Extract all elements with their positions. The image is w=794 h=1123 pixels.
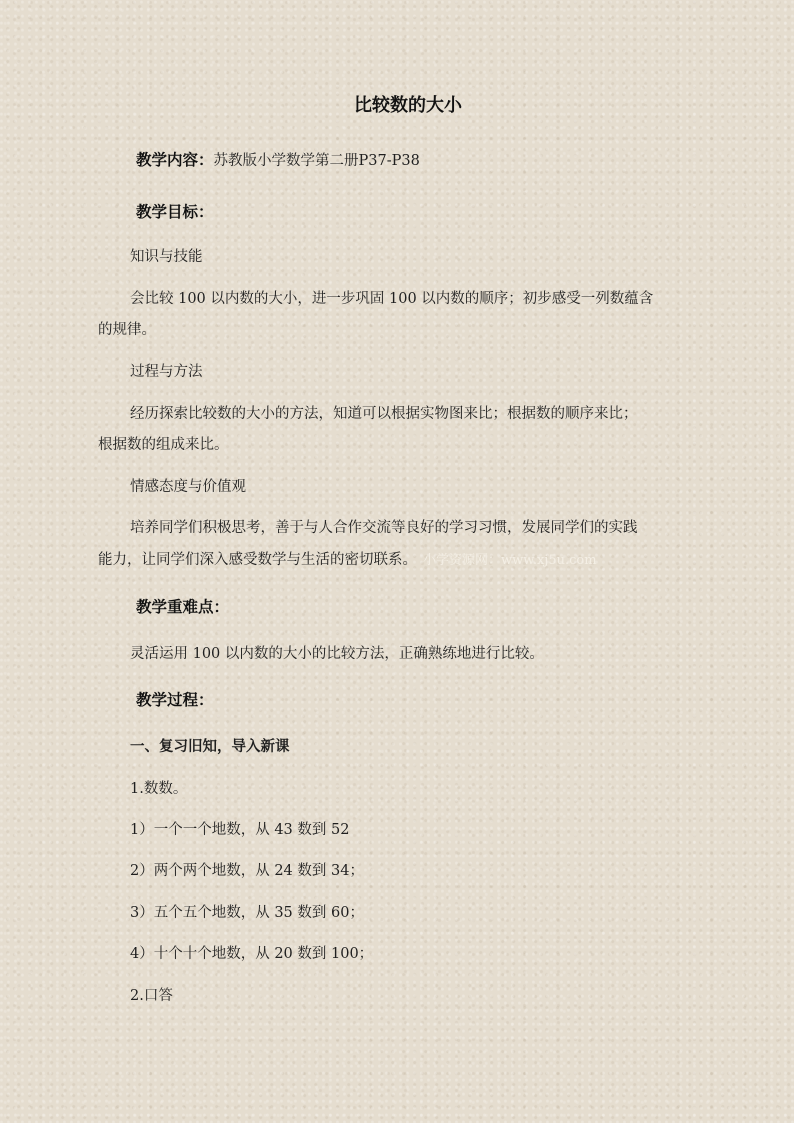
- knowledge-heading: 知识与技能: [130, 249, 203, 265]
- emotion-line2-text: 能力，让同学们深入感受数学与生活的密切联系。: [98, 552, 417, 568]
- process-paragraph-line1: 经历探索比较数的大小的方法，知道可以根据实物图来比；根据数的顺序来比；: [130, 406, 638, 422]
- list-item: 1）一个一个地数，从 43 数到 52: [130, 822, 350, 838]
- page-title: 比较数的大小: [354, 95, 462, 116]
- section1-heading: 一、复习旧知，导入新课: [130, 738, 290, 755]
- content-value: 苏教版小学数学第二册P37-P38: [213, 153, 420, 169]
- list-item: 2.口答: [130, 988, 173, 1004]
- content-line: [136, 150, 420, 171]
- procedure-heading: 教学过程：: [136, 690, 214, 709]
- knowledge-paragraph-line1: 会比较 100 以内数的大小，进一步巩固 100 以内数的顺序；初步感受一列数蕴含: [130, 291, 654, 307]
- emotion-heading: 情感态度与价值观: [130, 479, 246, 495]
- difficulty-heading: 教学重难点：: [136, 597, 230, 616]
- content-label: 教学内容：: [136, 150, 214, 169]
- difficulty-text: 灵活运用 100 以内数的大小的比较方法，正确熟练地进行比较。: [130, 646, 544, 662]
- goals-heading: 教学目标：: [136, 202, 214, 221]
- emotion-paragraph-line2: [98, 550, 597, 571]
- list-item: 3）五个五个地数，从 35 数到 60；: [130, 905, 364, 921]
- knowledge-paragraph-line2: 的规律。: [98, 322, 156, 338]
- list-item: 1.数数。: [130, 781, 188, 797]
- watermark-text: 小学资源网：www.xj5u.com: [423, 553, 597, 568]
- emotion-paragraph-line1: 培养同学们积极思考，善于与人合作交流等良好的学习习惯，发展同学们的实践: [130, 520, 638, 536]
- list-item: 2）两个两个地数，从 24 数到 34；: [130, 863, 364, 879]
- list-item: 4）十个十个地数，从 20 数到 100；: [130, 946, 374, 962]
- process-paragraph-line2: 根据数的组成来比。: [98, 437, 229, 453]
- process-heading: 过程与方法: [130, 364, 203, 380]
